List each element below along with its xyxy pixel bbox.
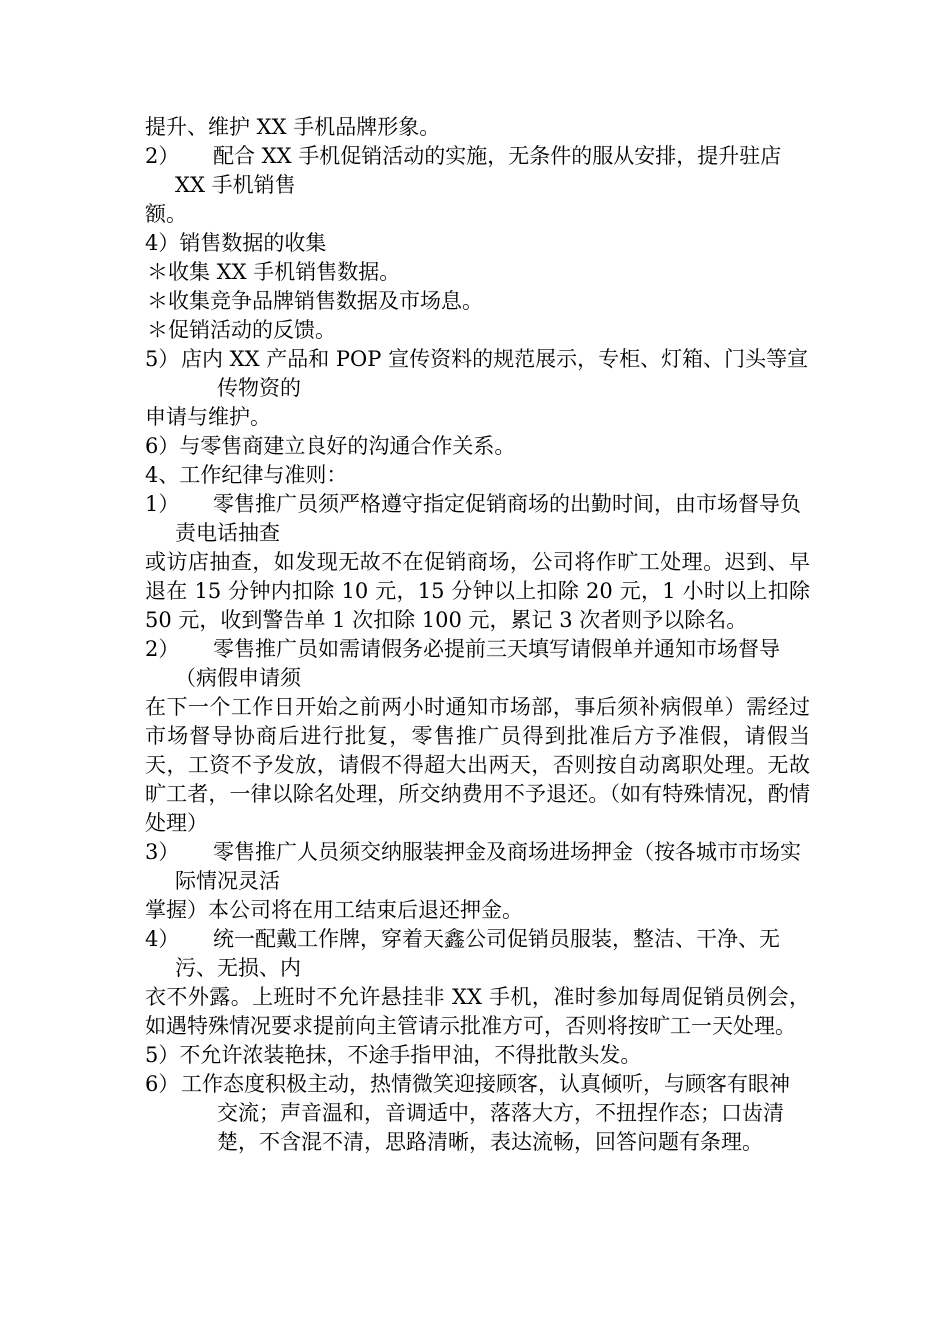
- list-item-1-attendance: [145, 490, 810, 548]
- paragraph-continuation: 衣不外露。上班时不允许悬挂非 XX 手机，准时参加每周促销员例会，如遇特殊情况要求提前向主管请示批准方可，否则将按旷工一天处理。: [145, 985, 810, 1038]
- list-number: 5）: [145, 347, 180, 371]
- list-item-5-display: [145, 345, 810, 403]
- document-body: [145, 113, 810, 1157]
- list-number: 2）: [145, 144, 180, 168]
- list-number: 1）: [145, 492, 180, 516]
- bullet-item: ＊促销活动的反馈。: [147, 318, 336, 342]
- list-number: 4）: [145, 927, 180, 951]
- paragraph-retailer-relations: 6）与零售商建立良好的沟通合作关系。: [145, 434, 516, 458]
- list-item-text: 店内 XX 产品和 POP 宣传资料的规范展示，专柜、灯箱、门头等宣传物资的: [181, 347, 809, 400]
- list-number: 3）: [145, 840, 180, 864]
- list-item-6-attitude: [145, 1070, 810, 1157]
- list-item-text: 统一配戴工作牌，穿着天鑫公司促销员服装，整洁、干净、无污、无损、内: [175, 927, 780, 980]
- list-number: 6）: [145, 1072, 180, 1096]
- paragraph-continuation: 在下一个工作日开始之前两小时通知市场部，事后须补病假单）需经过市场督导协商后进行批复，零售推广员得到批准后方予准假，请假当天，工资不予发放，请假不得超大出两天，否则按自动离职处理。无故旷工者，一律以除名处理，所交纳费用不予退还。（如有特殊情况，酌情处理）: [145, 695, 810, 835]
- paragraph-brand-image: 提升、维护 XX 手机品牌形象。: [145, 115, 441, 139]
- list-item-text: 零售推广员如需请假务必提前三天填写请假单并通知市场督导（病假申请须: [175, 637, 780, 690]
- list-item-2-promotion: [145, 142, 810, 200]
- list-item-4-uniform: [145, 925, 810, 983]
- list-number: 2）: [145, 637, 180, 661]
- list-item-text: 零售推广员须严格遵守指定促销商场的出勤时间，由市场督导负责电话抽查: [175, 492, 801, 545]
- paragraph-continuation: 额。: [145, 202, 187, 226]
- list-item-text: 零售推广人员须交纳服装押金及商场进场押金（按各城市市场实际情况灵活: [175, 840, 801, 893]
- paragraph-continuation: 申请与维护。: [145, 405, 271, 429]
- list-item-2-leave: [145, 635, 810, 693]
- list-item-3-deposit: [145, 838, 810, 896]
- paragraph-continuation: 或访店抽查，如发现无故不在促销商场，公司将作旷工处理。迟到、早退在 15 分钟内扣除 10 元，15 分钟以上扣除 20 元，1 小时以上扣除 50 元，收到警告单 1 次扣除 100 元，累记 3 次者则予以除名。: [145, 550, 810, 632]
- list-item-text: 工作态度积极主动，热情微笑迎接顾客，认真倾听，与顾客有眼神交流；声音温和，音调适中，落落大方，不扭捏作态；口齿清楚，不含混不清，思路清晰，表达流畅，回答问题有条理。: [181, 1072, 790, 1154]
- list-item-text: 配合 XX 手机促销活动的实施，无条件的服从安排，提升驻店 XX 手机销售: [175, 144, 782, 197]
- paragraph-continuation: 掌握）本公司将在用工结束后退还押金。: [145, 898, 523, 922]
- bullet-item: ＊收集 XX 手机销售数据。: [147, 260, 401, 284]
- section-heading-discipline: 4、工作纪律与准则：: [145, 463, 348, 487]
- section-heading-sales-data: 4）销售数据的收集: [145, 231, 327, 255]
- bullet-item: ＊收集竞争品牌销售数据及市场息。: [147, 289, 483, 313]
- paragraph-appearance: 5）不允许浓装艳抹，不途手指甲油，不得批散头发。: [145, 1043, 642, 1067]
